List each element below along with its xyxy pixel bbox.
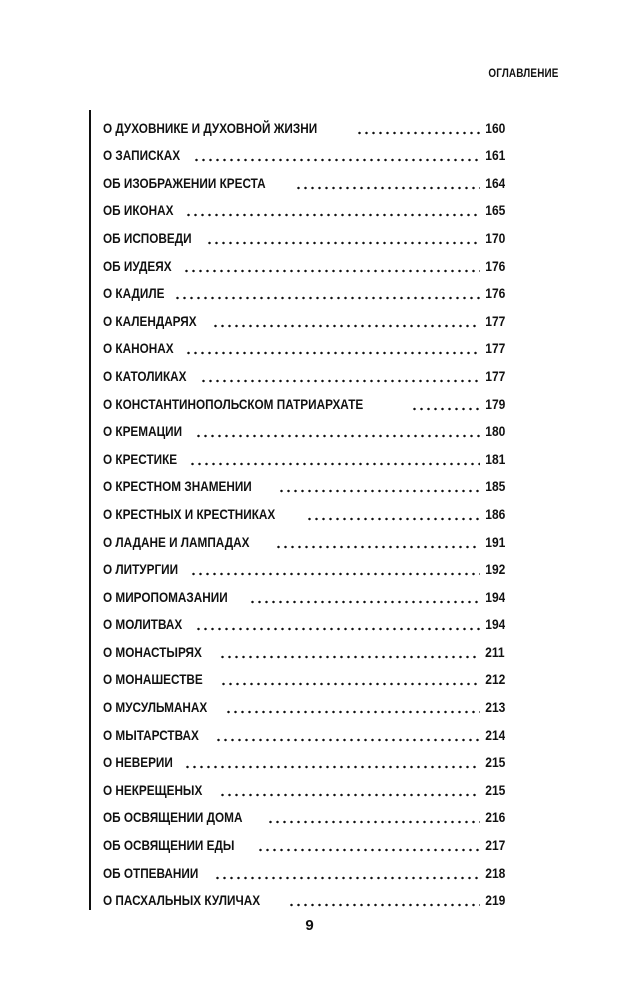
toc-entry bbox=[103, 385, 505, 413]
toc-entry-title: ОБ ОСВЯЩЕНИИ ЕДЫ bbox=[103, 837, 235, 854]
toc-entry bbox=[103, 633, 505, 661]
toc-entry-title: О ЛИТУРГИИ bbox=[103, 561, 179, 578]
toc-entry bbox=[103, 551, 505, 579]
toc-entry-title: О КАДИЛЕ bbox=[103, 285, 165, 302]
toc-entry-page: 219 bbox=[484, 892, 505, 909]
toc-entry-page: 192 bbox=[484, 561, 505, 578]
toc-dot-leader bbox=[257, 840, 479, 854]
toc-entry-page: 164 bbox=[484, 174, 505, 191]
toc-entry-page: 170 bbox=[484, 229, 505, 246]
toc-entry-title: О ЗАПИСКАХ bbox=[103, 147, 181, 164]
toc-dot-leader bbox=[174, 288, 479, 302]
toc-entry-page: 185 bbox=[484, 478, 505, 495]
toc-entry-title: О МУСУЛЬМАНАХ bbox=[103, 699, 208, 716]
toc-entry-page: 179 bbox=[484, 395, 505, 412]
toc-entry bbox=[103, 606, 505, 634]
toc-entry-page: 215 bbox=[484, 754, 505, 771]
toc-entry-title: О НЕКРЕЩЕНЫХ bbox=[103, 781, 203, 798]
toc-entry-title: О КАНОНАХ bbox=[103, 340, 174, 357]
toc-entry-title: О ПАСХАЛЬНЫХ КУЛИЧАХ bbox=[103, 892, 261, 909]
toc-entry-page: 194 bbox=[484, 616, 505, 633]
toc-dot-leader bbox=[219, 647, 481, 661]
toc-entry-page: 217 bbox=[484, 837, 505, 854]
toc-entry bbox=[103, 192, 505, 220]
toc-entry bbox=[103, 771, 505, 799]
toc-entry-title: ОБ ИЗОБРАЖЕНИИ КРЕСТА bbox=[103, 174, 266, 191]
toc-dot-leader bbox=[195, 619, 479, 633]
toc-dot-leader bbox=[249, 592, 479, 606]
toc-dot-leader bbox=[225, 702, 480, 716]
toc-entry bbox=[103, 440, 505, 468]
toc-entry bbox=[103, 799, 505, 827]
toc-entry-title: О КАЛЕНДАРЯХ bbox=[103, 312, 197, 329]
toc-entry-page: 186 bbox=[484, 505, 505, 522]
toc-entry bbox=[103, 661, 505, 689]
toc-entry-title: О КРЕМАЦИИ bbox=[103, 423, 183, 440]
toc-entry-title: О МИРОПОМАЗАНИИ bbox=[103, 588, 228, 605]
toc-entry-page: 165 bbox=[484, 202, 505, 219]
toc-dot-leader bbox=[267, 812, 480, 826]
toc-entry bbox=[103, 164, 505, 192]
toc-entry-page: 194 bbox=[484, 588, 505, 605]
toc-entry-page: 160 bbox=[484, 119, 505, 136]
toc-entry bbox=[103, 219, 505, 247]
toc-entry bbox=[103, 578, 505, 606]
toc-entry-title: О МОНАШЕСТВЕ bbox=[103, 671, 203, 688]
page-number: 9 bbox=[305, 917, 314, 934]
toc-entry bbox=[103, 137, 505, 165]
toc-entry bbox=[103, 302, 505, 330]
toc-entry-page: 211 bbox=[485, 643, 505, 660]
toc-dot-leader bbox=[275, 537, 479, 551]
toc-dot-leader bbox=[193, 150, 480, 164]
toc-dot-leader bbox=[185, 205, 480, 219]
toc-dot-leader bbox=[185, 343, 480, 357]
toc-dot-leader bbox=[356, 123, 480, 137]
toc-dot-leader bbox=[411, 399, 480, 413]
toc-dot-leader bbox=[278, 481, 480, 495]
toc-dot-leader bbox=[219, 785, 479, 799]
toc-entry-title: О КАТОЛИКАХ bbox=[103, 367, 187, 384]
toc-entry-page: 177 bbox=[484, 312, 505, 329]
toc-dot-leader bbox=[200, 371, 479, 385]
toc-entry-page: 216 bbox=[484, 809, 505, 826]
toc-dot-leader bbox=[206, 233, 479, 247]
toc-dot-leader bbox=[215, 730, 480, 744]
toc-dot-leader bbox=[306, 509, 480, 523]
toc-entry bbox=[103, 247, 505, 275]
toc-entry-page: 161 bbox=[484, 147, 505, 164]
toc-entry-page: 213 bbox=[484, 699, 505, 716]
toc-entry bbox=[103, 330, 505, 358]
toc-entry-title: ОБ ИСПОВЕДИ bbox=[103, 229, 192, 246]
toc-entry-page: 215 bbox=[484, 781, 505, 798]
toc-entry bbox=[103, 882, 505, 910]
toc-entry bbox=[103, 275, 505, 303]
toc-entry-title: ОБ ИКОНАХ bbox=[103, 202, 174, 219]
toc-entry-title: О НЕВЕРИИ bbox=[103, 754, 173, 771]
toc-entry bbox=[103, 413, 505, 441]
toc-entry-title: О КРЕСТНОМ ЗНАМЕНИИ bbox=[103, 478, 252, 495]
toc-entry-title: О КРЕСТИКЕ bbox=[103, 450, 178, 467]
toc-entry-title: О МОЛИТВАХ bbox=[103, 616, 183, 633]
toc-entry-title: О МЫТАРСТВАХ bbox=[103, 726, 199, 743]
toc-entry bbox=[103, 716, 505, 744]
toc-entry bbox=[103, 854, 505, 882]
toc-vertical-rule bbox=[89, 110, 91, 910]
toc-dot-leader bbox=[295, 178, 480, 192]
toc-entry-title: О КОНСТАНТИНОПОЛЬСКОМ ПАТРИАРХАТЕ bbox=[103, 395, 364, 412]
toc-entry-title: О ДУХОВНИКЕ И ДУХОВНОЙ ЖИЗНИ bbox=[103, 119, 318, 136]
toc-entry-page: 180 bbox=[484, 423, 505, 440]
toc-dot-leader bbox=[195, 426, 480, 440]
toc-entry-title: О МОНАСТЫРЯХ bbox=[103, 643, 202, 660]
running-head-title: ОГЛАВЛЕНИЕ bbox=[488, 68, 559, 80]
toc-entry bbox=[103, 109, 505, 137]
toc-entry-title: О КРЕСТНЫХ И КРЕСТНИКАХ bbox=[103, 505, 276, 522]
toc-entry bbox=[103, 826, 505, 854]
toc-dot-leader bbox=[212, 316, 479, 330]
table-of-contents bbox=[103, 109, 505, 909]
toc-entry-page: 177 bbox=[484, 340, 505, 357]
toc-entry-page: 191 bbox=[484, 533, 505, 550]
toc-entry bbox=[103, 688, 505, 716]
toc-entry bbox=[103, 744, 505, 772]
toc-entry-title: ОБ ОТПЕВАНИИ bbox=[103, 864, 199, 881]
toc-entry bbox=[103, 495, 505, 523]
toc-dot-leader bbox=[288, 895, 480, 909]
toc-dot-leader bbox=[190, 564, 479, 578]
toc-dot-leader bbox=[183, 261, 480, 275]
toc-dot-leader bbox=[214, 868, 479, 882]
toc-entry bbox=[103, 523, 505, 551]
toc-entry-page: 177 bbox=[484, 367, 505, 384]
toc-entry-page: 218 bbox=[484, 864, 505, 881]
toc-dot-leader bbox=[184, 757, 480, 771]
toc-dot-leader bbox=[189, 454, 479, 468]
toc-entry-title: О ЛАДАНЕ И ЛАМПАДАХ bbox=[103, 533, 250, 550]
toc-entry-page: 176 bbox=[484, 257, 505, 274]
toc-entry-page: 214 bbox=[484, 726, 505, 743]
toc-dot-leader bbox=[220, 674, 480, 688]
toc-entry bbox=[103, 357, 505, 385]
toc-entry-page: 181 bbox=[484, 450, 505, 467]
toc-entry-title: ОБ ИУДЕЯХ bbox=[103, 257, 172, 274]
toc-entry-page: 212 bbox=[484, 671, 505, 688]
toc-entry-page: 176 bbox=[484, 285, 505, 302]
toc-entry-title: ОБ ОСВЯЩЕНИИ ДОМА bbox=[103, 809, 243, 826]
toc-entry bbox=[103, 468, 505, 496]
